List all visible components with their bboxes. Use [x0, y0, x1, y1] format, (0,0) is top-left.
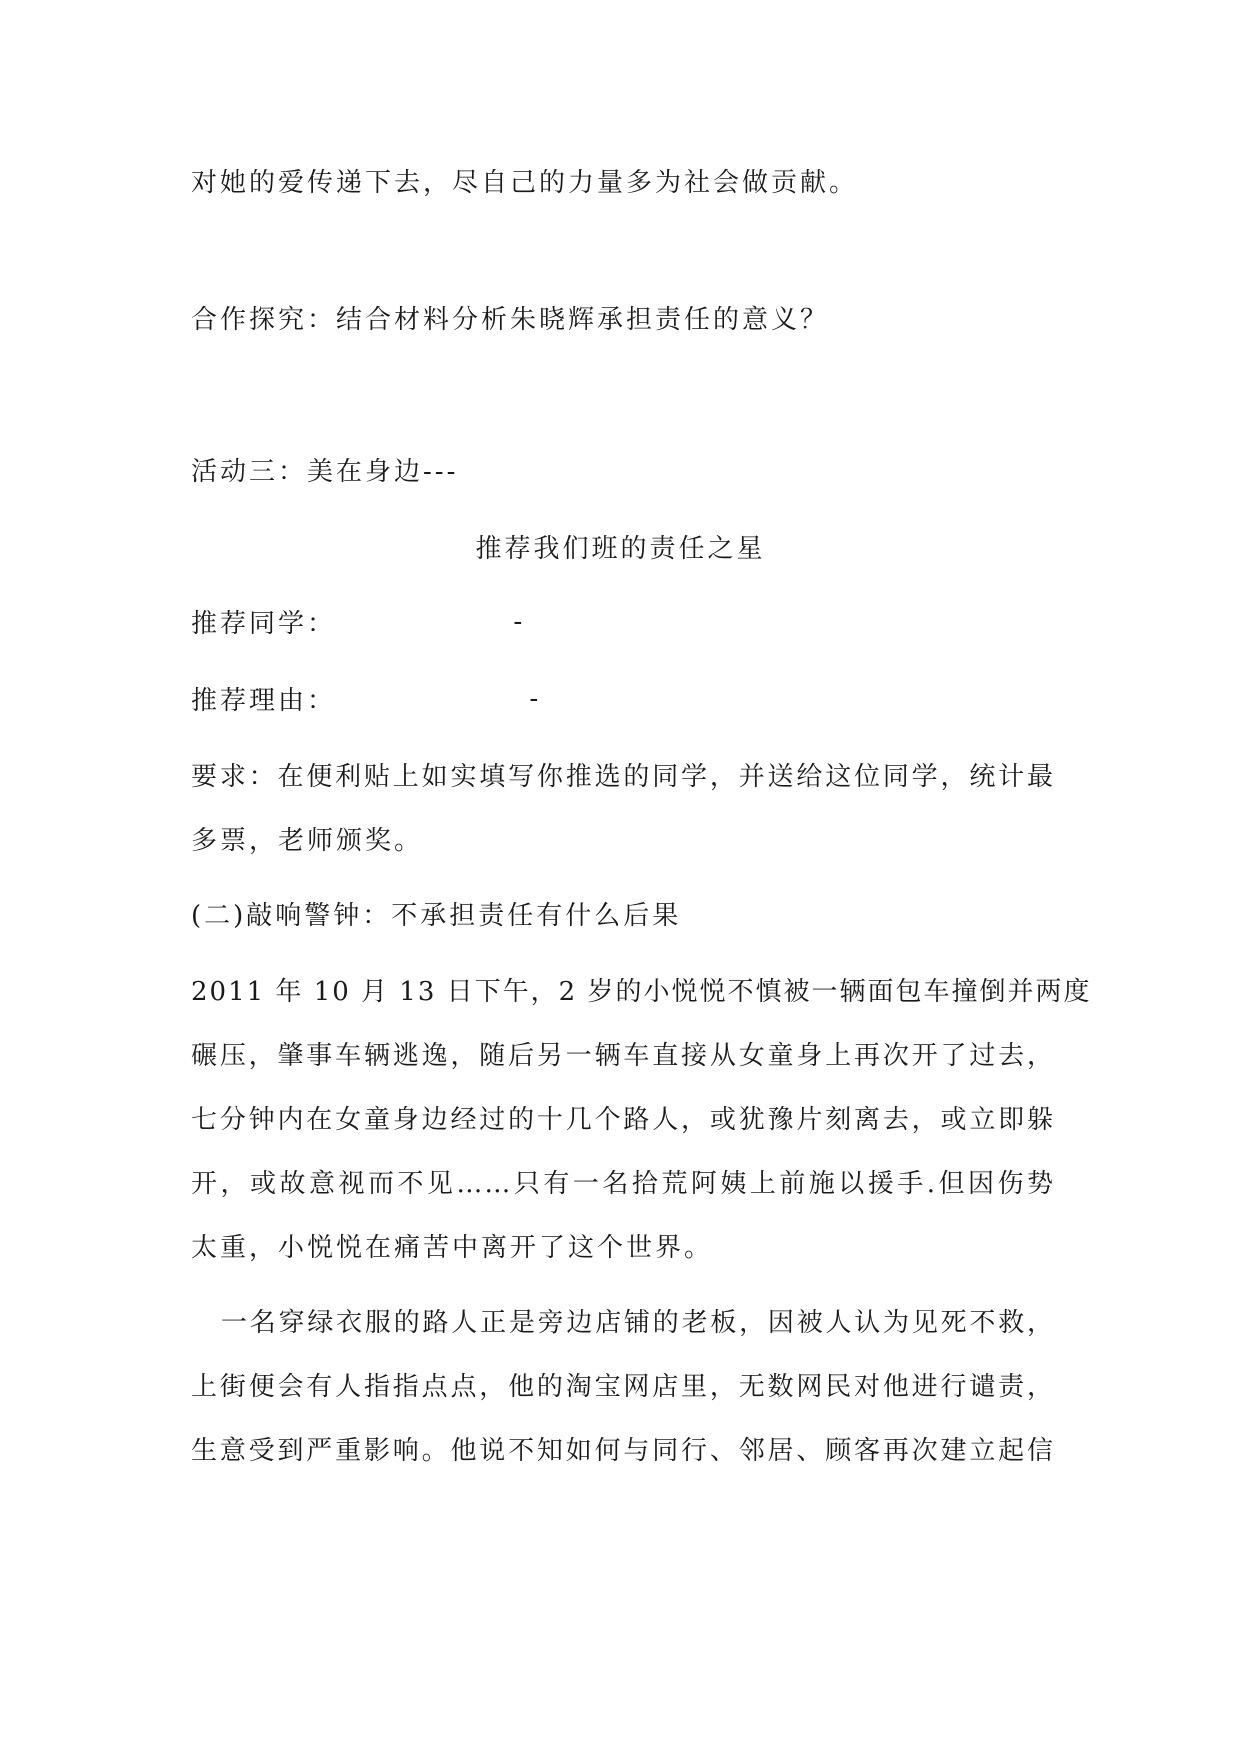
- requirement-line: 要求：在便利贴上如实填写你推选的同学，并送给这位同学，统计最: [191, 762, 1055, 792]
- story-line: 太重，小悦悦在痛苦中离开了这个世界。: [191, 1233, 714, 1263]
- story-line: 2011 年 10 月 13 日下午，2 岁的小悦悦不慎被一辆面包车撞倒并两度: [191, 977, 1092, 1007]
- activity-heading: 活动三：美在身边---: [191, 457, 459, 487]
- story-line: 生意受到严重影响。他说不知如何与同行、邻居、顾客再次建立起信: [191, 1436, 1055, 1466]
- story-line: 一名穿绿衣服的路人正是旁边店铺的老板，因被人认为见死不救，: [221, 1308, 1055, 1338]
- story-line: 碾压，肇事车辆逃逸，随后另一辆车直接从女童身上再次开了过去，: [191, 1041, 1055, 1071]
- section-title: 推荐我们班的责任之星: [475, 534, 766, 564]
- story-line: 上街便会有人指指点点，他的淘宝网店里，无数网民对他进行谴责，: [191, 1372, 1055, 1402]
- subsection-heading: (二)敲响警钟：不承担责任有什么后果: [191, 901, 682, 931]
- form-blank-student: -: [510, 607, 526, 637]
- requirement-line: 多票，老师颁奖。: [191, 826, 424, 856]
- story-line: 开，或故意视而不见……只有一名拾荒阿姨上前施以援手.但因伤势: [191, 1169, 1055, 1199]
- story-line: 七分钟内在女童身边经过的十几个路人，或犹豫片刻离去，或立即躲: [191, 1105, 1055, 1135]
- question-line: 合作探究：结合材料分析朱晓辉承担责任的意义？: [191, 305, 830, 335]
- form-label-reason: 推荐理由：: [191, 686, 337, 716]
- form-label-student: 推荐同学：: [191, 609, 337, 639]
- form-blank-reason: -: [526, 684, 542, 714]
- paragraph-line: 对她的爱传递下去，尽自己的力量多为社会做贡献。: [191, 168, 859, 198]
